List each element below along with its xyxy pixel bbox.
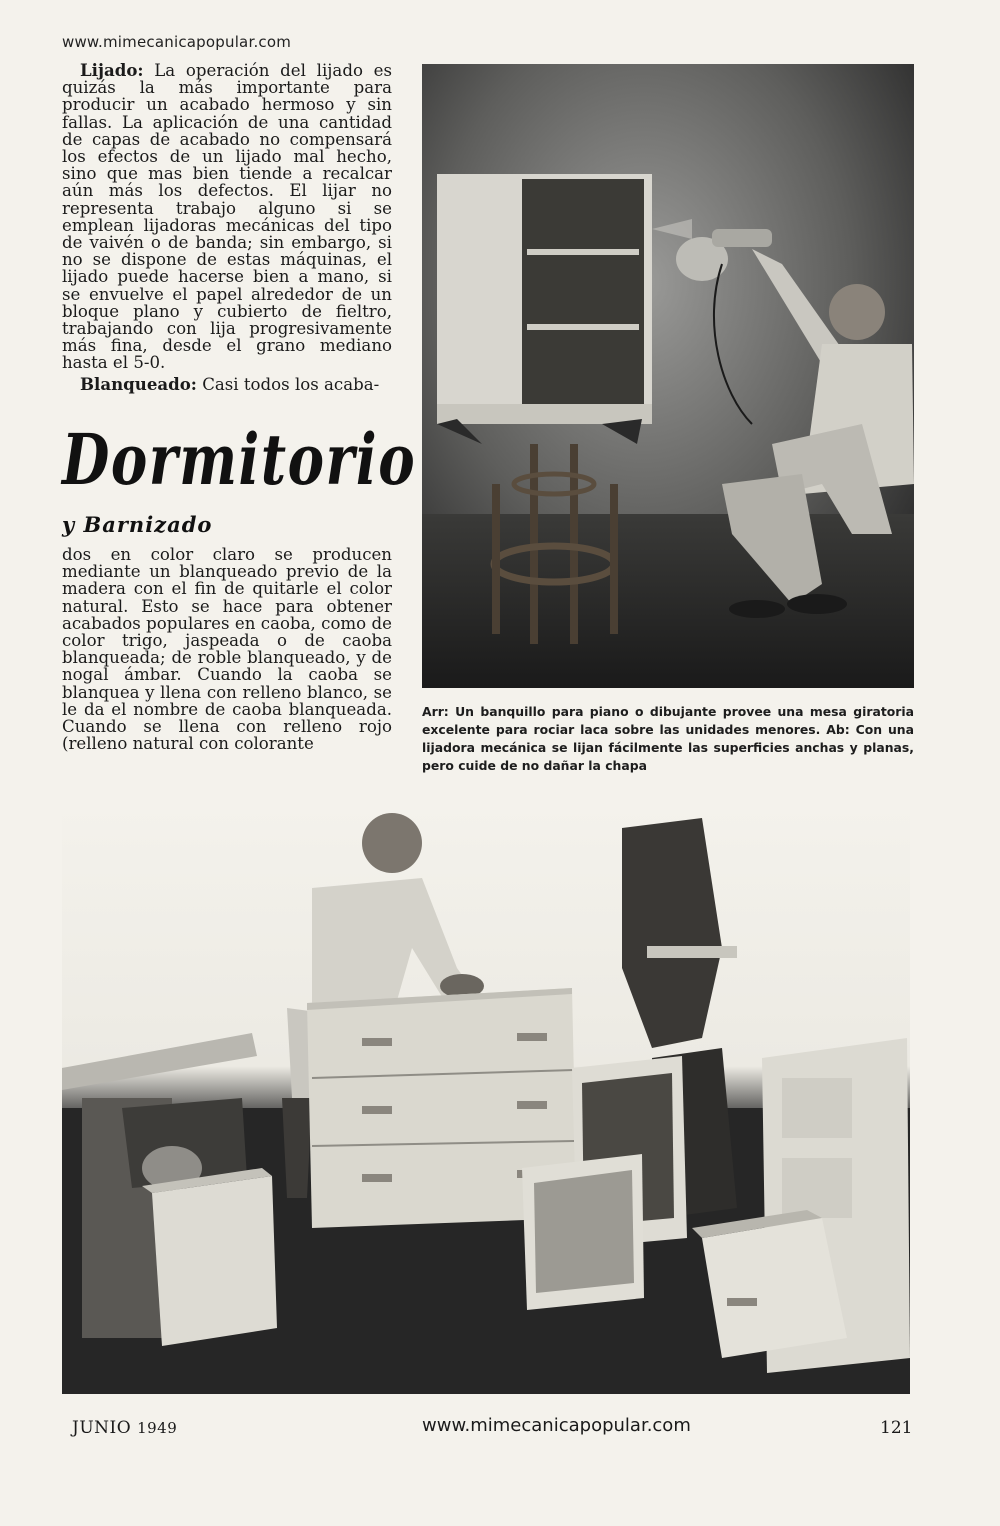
paragraph-lead-bleaching: Blanqueado: (80, 373, 197, 394)
paragraph-body-bleaching: Casi todos los acaba- (196, 374, 380, 394)
paragraph-sanding (62, 62, 392, 372)
article-subtitle: y Barnizado (62, 512, 213, 537)
article-column-top (62, 62, 392, 393)
footer-date (72, 1418, 177, 1438)
article-column-bottom (62, 546, 392, 752)
page-number: 121 (880, 1418, 913, 1438)
site-url-header[interactable]: www.mimecanicapopular.com (62, 33, 292, 51)
article-title: Dormitorio (62, 418, 417, 501)
photo-caption: Arr: Un banquillo para piano o dibujante provee una mesa giratoria excelente para rociar laca sobre las unidades menores. Ab: Con una lijadora mecánica se lijan fácilmente las superficies anchas y planas, pero cuide de no dañar la chapa (422, 704, 914, 773)
photo-sanding (62, 798, 910, 1394)
footer-year: 1949 (137, 1419, 178, 1437)
paragraph-bleaching-cont: dos en color claro se producen mediante un blanqueado previo de la madera con el fin de quitarle el color natural. Esto se hace para obtener acabados populares en caoba, como de color trigo, jaspeada o de caoba blanqueada; de roble blanqueado, y de nogal ámbar. Cuando la caoba se blanquea y llena con relleno blanco, se le da el nombre de caoba blanqueada. Cuando se llena con relleno rojo (relleno natural con colorante (62, 545, 392, 754)
paragraph-bleaching (62, 373, 392, 394)
paragraph-body-sanding: La operación del lijado es quizás la más importante para producir un acabado hermoso y sin fallas. La aplicación de una cantidad de capas de acabado no compensará los efectos de un lijado mal hecho, sino que mas bien tiende a recalcar aún más los defectos. El lijar no representa trabajo alguno si se emplean lijadoras mecánicas del tipo de vaivén o de banda; sin embargo, si no se dispone de estas máquinas, el lijado puede hacerse bien a mano, si se envuelve el papel alrededor de un bloque plano y cubierto de fieltro, trabajando con lija progresivamente más fina, desde el grano mediano hasta el 5-0. (62, 61, 392, 373)
footer-month: JUNIO (72, 1418, 132, 1438)
site-url-footer[interactable]: www.mimecanicapopular.com (422, 1415, 691, 1436)
photo-spraying (422, 64, 914, 688)
paragraph-lead-sanding: Lijado: (80, 60, 144, 80)
